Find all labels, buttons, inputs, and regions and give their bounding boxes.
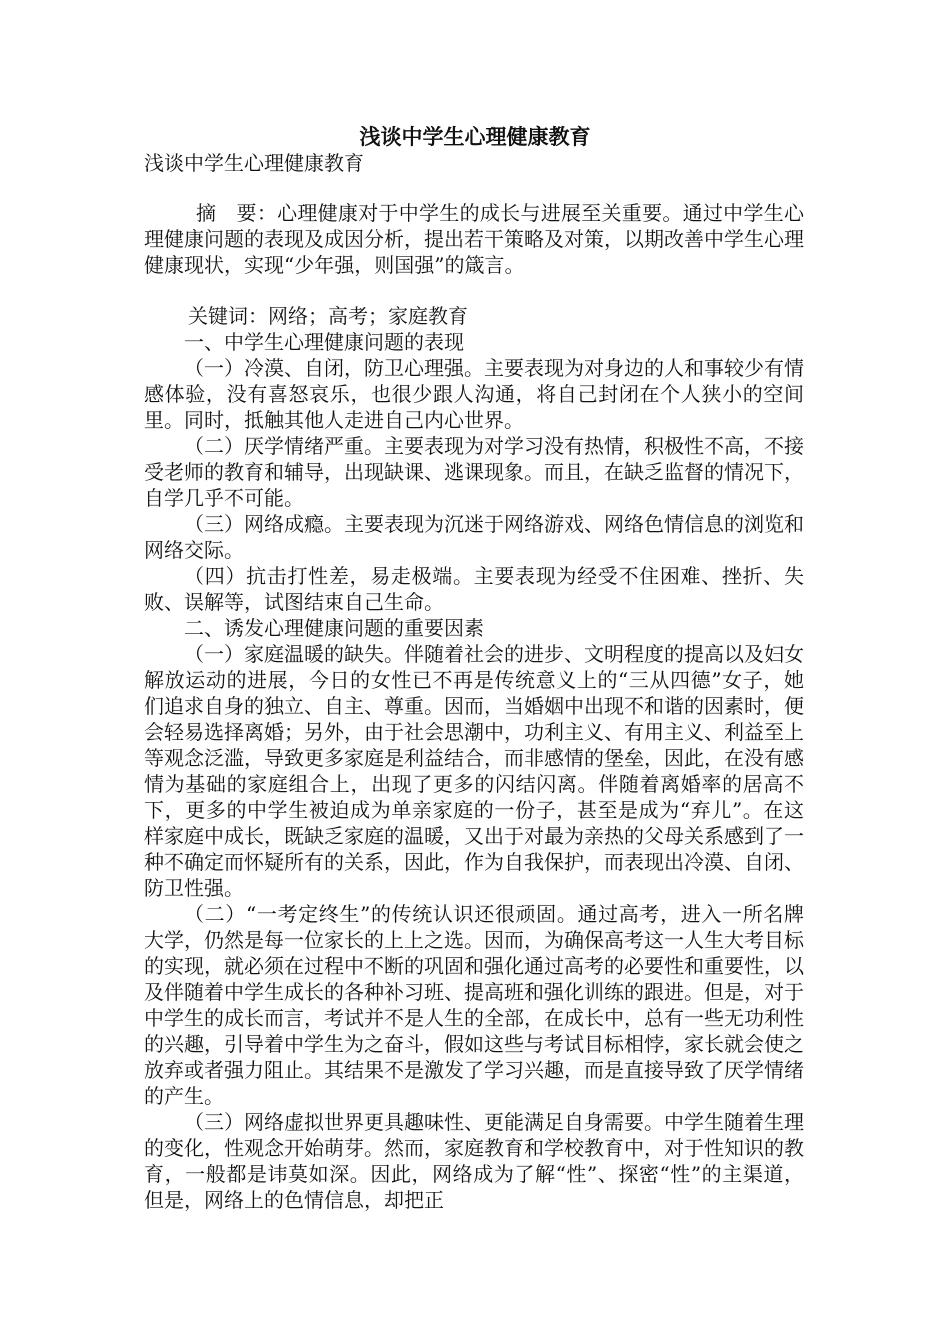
paragraph: （四）抗击打性差，易走极端。主要表现为经受不住困难、挫折、失败、误解等，试图结束自己生命。 [144,564,804,614]
document-title: 浅谈中学生心理健康教育 [359,124,591,149]
document-body [144,200,804,1213]
keywords-line: 关键词：网络；高考；家庭教育 [188,304,468,328]
section-heading-2: 二、诱发心理健康问题的重要因素 [184,616,484,640]
paragraph: （一）家庭温暖的缺失。伴随着社会的进步、文明程度的提高以及妇女解放运动的进展，今日的女性已不再是传统意义上的“三从四德”女子，她们追求自身的独立、自主、尊重。因而，当婚姻中出现不和谐的因素时，便会轻易选择离婚；另外，由于社会思潮中，功利主义、有用主义、利益至上等观念泛滥，导致更多家庭是利益结合，而非感情的堡垒，因此，在没有感情为基础的家庭组合上，出现了更多的闪结闪离。伴随着离婚率的居高不下，更多的中学生被迫成为单亲家庭的一份子，甚至是成为“弃儿”。在这样家庭中成长，既缺乏家庭的温暖，又出于对最为亲热的父母关系感到了一种不确定而怀疑所有的关系，因此，作为自我保护，而表现出冷漠、自闭、防卫性强。 [144,642,804,900]
paragraph: （一）冷漠、自闭，防卫心理强。主要表现为对身边的人和事较少有情感体验，没有喜怒哀乐，也很少跟人沟通，将自己封闭在个人狭小的空间里。同时，抵触其他人走进自己内心世界。 [144,356,804,432]
paragraph: （二）厌学情绪严重。主要表现为对学习没有热情，积极性不高，不接受老师的教育和辅导，出现缺课、逃课现象。而且，在缺乏监督的情况下，自学几乎不可能。 [144,434,804,510]
paragraph: （三）网络虚拟世界更具趣味性、更能满足自身需要。中学生随着生理的变化，性观念开始萌芽。然而，家庭教育和学校教育中，对于性知识的教育，一般都是讳莫如深。因此，网络成为了解“性”、探密“性”的主渠道，但是，网络上的色情信息，却把正 [144,1110,804,1212]
abstract-paragraph: 摘 要：心理健康对于中学生的成长与进展至关重要。通过中学生心理健康问题的表现及成因分析，提出若干策略及对策，以期改善中学生心理健康现状，实现“少年强，则国强”的箴言。 [144,201,804,277]
paragraph: （二）“一考定终生”的传统认识还很顽固。通过高考，进入一所名牌大学，仍然是每一位家长的上上之选。因而，为确保高考这一人生大考目标的实现，就必须在过程中不断的巩固和强化通过高考的必要性和重要性，以及伴随着中学生成长的各种补习班、提高班和强化训练的跟进。但是，对于中学生的成长而言，考试并不是人生的全部，在成长中，总有一些无功利性的兴趣，引导着中学生为之奋斗，假如这些与考试目标相悖，家长就会使之放弃或者强力阻止。其结果不是激发了学习兴趣，而是直接导致了厌学情绪的产生。 [144,902,804,1108]
document-subtitle: 浅谈中学生心理健康教育 [144,151,364,175]
paragraph: （三）网络成瘾。主要表现为沉迷于网络游戏、网络色情信息的浏览和网络交际。 [144,512,804,562]
section-heading-1: 一、中学生心理健康问题的表现 [184,330,464,354]
